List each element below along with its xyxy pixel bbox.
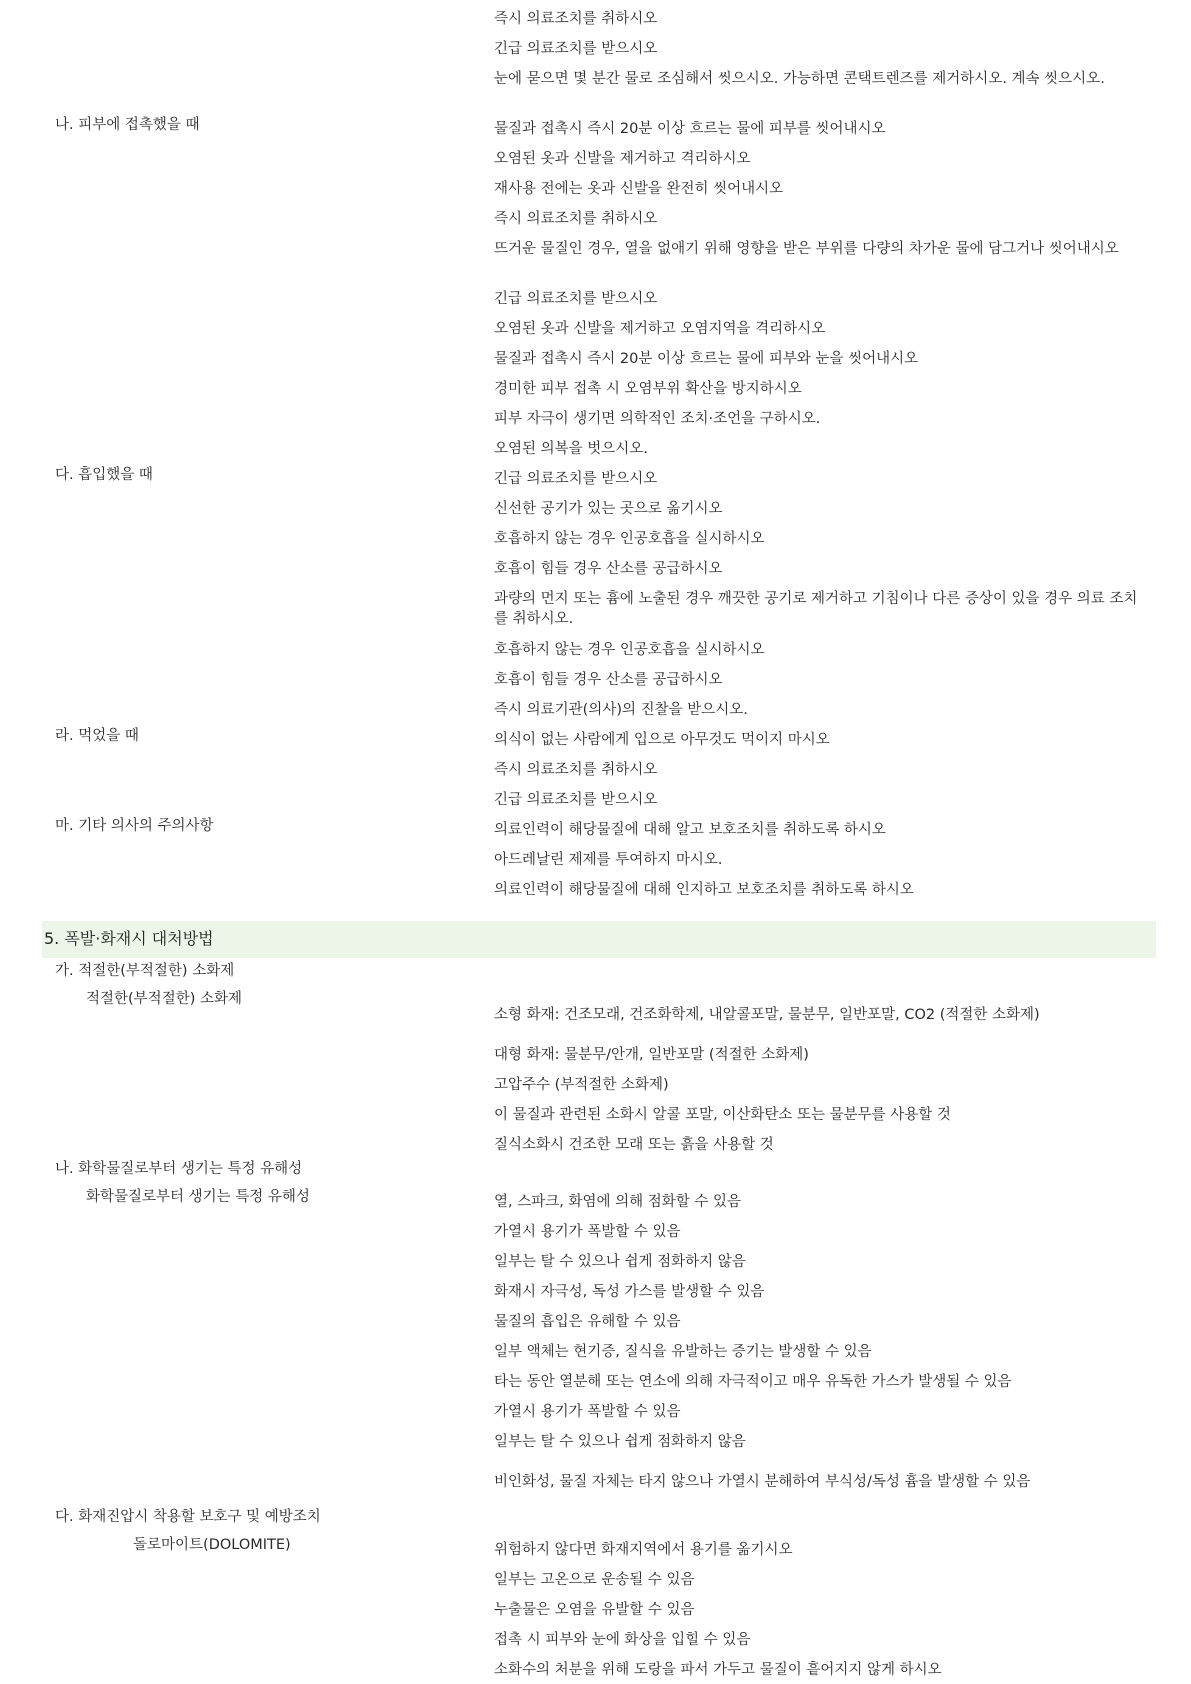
subsection-heading: 마. 기타 의사의 주의사항 bbox=[55, 818, 214, 834]
instruction-text: 긴급 의료조치를 받으시오 bbox=[494, 41, 658, 57]
instruction-text: 비인화성, 물질 자체는 타지 않으나 가열시 분해하여 부식성/독성 흄을 발생할 수 있음 bbox=[494, 1474, 1031, 1490]
instruction-text: 일부는 탈 수 있으나 쉽게 점화하지 않음 bbox=[494, 1434, 746, 1450]
subsection-heading: 다. 화재진압시 착용할 보호구 및 예방조치 bbox=[55, 1509, 321, 1525]
instruction-text: 긴급 의료조치를 받으시오 bbox=[494, 291, 658, 307]
instruction-text: 오염된 옷과 신발을 제거하고 격리하시오 bbox=[494, 151, 751, 167]
instruction-text: 일부는 고온으로 운송될 수 있음 bbox=[494, 1572, 695, 1588]
instruction-text: 재사용 전에는 옷과 신발을 완전히 씻어내시오 bbox=[494, 181, 784, 197]
instruction-text: 열, 스파크, 화염에 의해 점화할 수 있음 bbox=[494, 1194, 741, 1210]
subsection-heading: 나. 화학물질로부터 생기는 특정 유해성 bbox=[55, 1161, 303, 1177]
instruction-text: 위험하지 않다면 화재지역에서 용기를 옮기시오 bbox=[494, 1542, 793, 1558]
instruction-text: 과량의 먼지 또는 흄에 노출된 경우 깨끗한 공기로 제거하고 기침이나 다른 증상이 있을 경우 의료 조치를 취하시오. bbox=[494, 591, 1138, 627]
instruction-text: 의식이 없는 사람에게 입으로 아무것도 먹이지 마시오 bbox=[494, 732, 830, 748]
instruction-text: 가열시 용기가 폭발할 수 있음 bbox=[494, 1224, 681, 1240]
instruction-text: 질식소화시 건조한 모래 또는 흙을 사용할 것 bbox=[494, 1137, 774, 1153]
instruction-text: 눈에 묻으면 몇 분간 물로 조심해서 씻으시오. 가능하면 콘택트렌즈를 제거하시오. 계속 씻으시오. bbox=[494, 71, 1105, 87]
instruction-text: 오염된 옷과 신발을 제거하고 오염지역을 격리하시오 bbox=[494, 321, 826, 337]
instruction-text: 긴급 의료조치를 받으시오 bbox=[494, 471, 658, 487]
instruction-text: 이 물질과 관련된 소화시 알콜 포말, 이산화탄소 또는 물분무를 사용할 것 bbox=[494, 1107, 951, 1123]
instruction-text: 오염된 의복을 벗으시오. bbox=[494, 441, 648, 457]
instruction-text: 뜨거운 물질인 경우, 열을 없애기 위해 영향을 받은 부위를 다량의 차가운 물에 담그거나 씻어내시오 bbox=[494, 241, 1119, 257]
instruction-text: 의료인력이 해당물질에 대해 알고 보호조치를 취하도록 하시오 bbox=[494, 822, 886, 838]
subsection-subheading: 적절한(부적절한) 소화제 bbox=[86, 991, 242, 1007]
subsection-heading: 라. 먹었을 때 bbox=[55, 728, 139, 744]
subsection-heading: 나. 피부에 접촉했을 때 bbox=[55, 117, 200, 133]
instruction-text: 접촉 시 피부와 눈에 화상을 입힐 수 있음 bbox=[494, 1632, 751, 1648]
instruction-text: 의료인력이 해당물질에 대해 인지하고 보호조치를 취하도록 하시오 bbox=[494, 882, 914, 898]
instruction-text: 타는 동안 열분해 또는 연소에 의해 자극적이고 매우 유독한 가스가 발생될 수 있음 bbox=[494, 1374, 1012, 1390]
instruction-text: 즉시 의료조치를 취하시오 bbox=[494, 11, 658, 27]
instruction-text: 고압주수 (부적절한 소화제) bbox=[494, 1077, 669, 1093]
instruction-text: 물질의 흡입은 유해할 수 있음 bbox=[494, 1314, 681, 1330]
subsection-heading: 다. 흡입했을 때 bbox=[55, 467, 153, 483]
instruction-text: 아드레날린 제제를 투여하지 마시오. bbox=[494, 852, 723, 868]
subsection-heading: 가. 적절한(부적절한) 소화제 bbox=[55, 963, 235, 979]
instruction-text: 경미한 피부 접촉 시 오염부위 확산을 방지하시오 bbox=[494, 381, 802, 397]
instruction-text: 소화수의 처분을 위해 도랑을 파서 가두고 물질이 흩어지지 않게 하시오 bbox=[494, 1662, 942, 1678]
instruction-text: 즉시 의료기관(의사)의 진찰을 받으시오. bbox=[494, 702, 748, 718]
instruction-text: 호흡하지 않는 경우 인공호흡을 실시하시오 bbox=[494, 642, 765, 658]
instruction-text: 호흡하지 않는 경우 인공호흡을 실시하시오 bbox=[494, 531, 765, 547]
instruction-text: 화재시 자극성, 독성 가스를 발생할 수 있음 bbox=[494, 1284, 765, 1300]
instruction-text: 신선한 공기가 있는 곳으로 옮기시오 bbox=[494, 501, 723, 517]
instruction-text: 즉시 의료조치를 취하시오 bbox=[494, 762, 658, 778]
instruction-text: 대형 화재: 물분무/안개, 일반포말 (적절한 소화제) bbox=[494, 1047, 809, 1063]
instruction-text: 물질과 접촉시 즉시 20분 이상 흐르는 물에 피부를 씻어내시오 bbox=[494, 121, 886, 137]
instruction-text: 일부 액체는 현기증, 질식을 유발하는 증기는 발생할 수 있음 bbox=[494, 1344, 872, 1360]
instruction-text: 누출물은 오염을 유발할 수 있음 bbox=[494, 1602, 695, 1618]
instruction-text: 피부 자극이 생기면 의학적인 조치·조언을 구하시오. bbox=[494, 411, 821, 427]
instruction-text: 호흡이 힘들 경우 산소를 공급하시오 bbox=[494, 672, 723, 688]
subsection-subheading: 화학물질로부터 생기는 특정 유해성 bbox=[86, 1189, 310, 1205]
instruction-text: 즉시 의료조치를 취하시오 bbox=[494, 211, 658, 227]
instruction-text: 소형 화재: 건조모래, 건조화학제, 내알콜포말, 물분무, 일반포말, CO2 (적절한 소화제) bbox=[494, 1007, 1040, 1023]
instruction-text: 긴급 의료조치를 받으시오 bbox=[494, 792, 658, 808]
subsection-subheading: 돌로마이트(DOLOMITE) bbox=[133, 1537, 291, 1553]
instruction-text: 물질과 접촉시 즉시 20분 이상 흐르는 물에 피부와 눈을 씻어내시오 bbox=[494, 351, 919, 367]
section-title: 5. 폭발·화재시 대처방법 bbox=[44, 929, 214, 948]
instruction-text: 가열시 용기가 폭발할 수 있음 bbox=[494, 1404, 681, 1420]
instruction-text: 일부는 탈 수 있으나 쉽게 점화하지 않음 bbox=[494, 1254, 746, 1270]
instruction-text: 호흡이 힘들 경우 산소를 공급하시오 bbox=[494, 561, 723, 577]
